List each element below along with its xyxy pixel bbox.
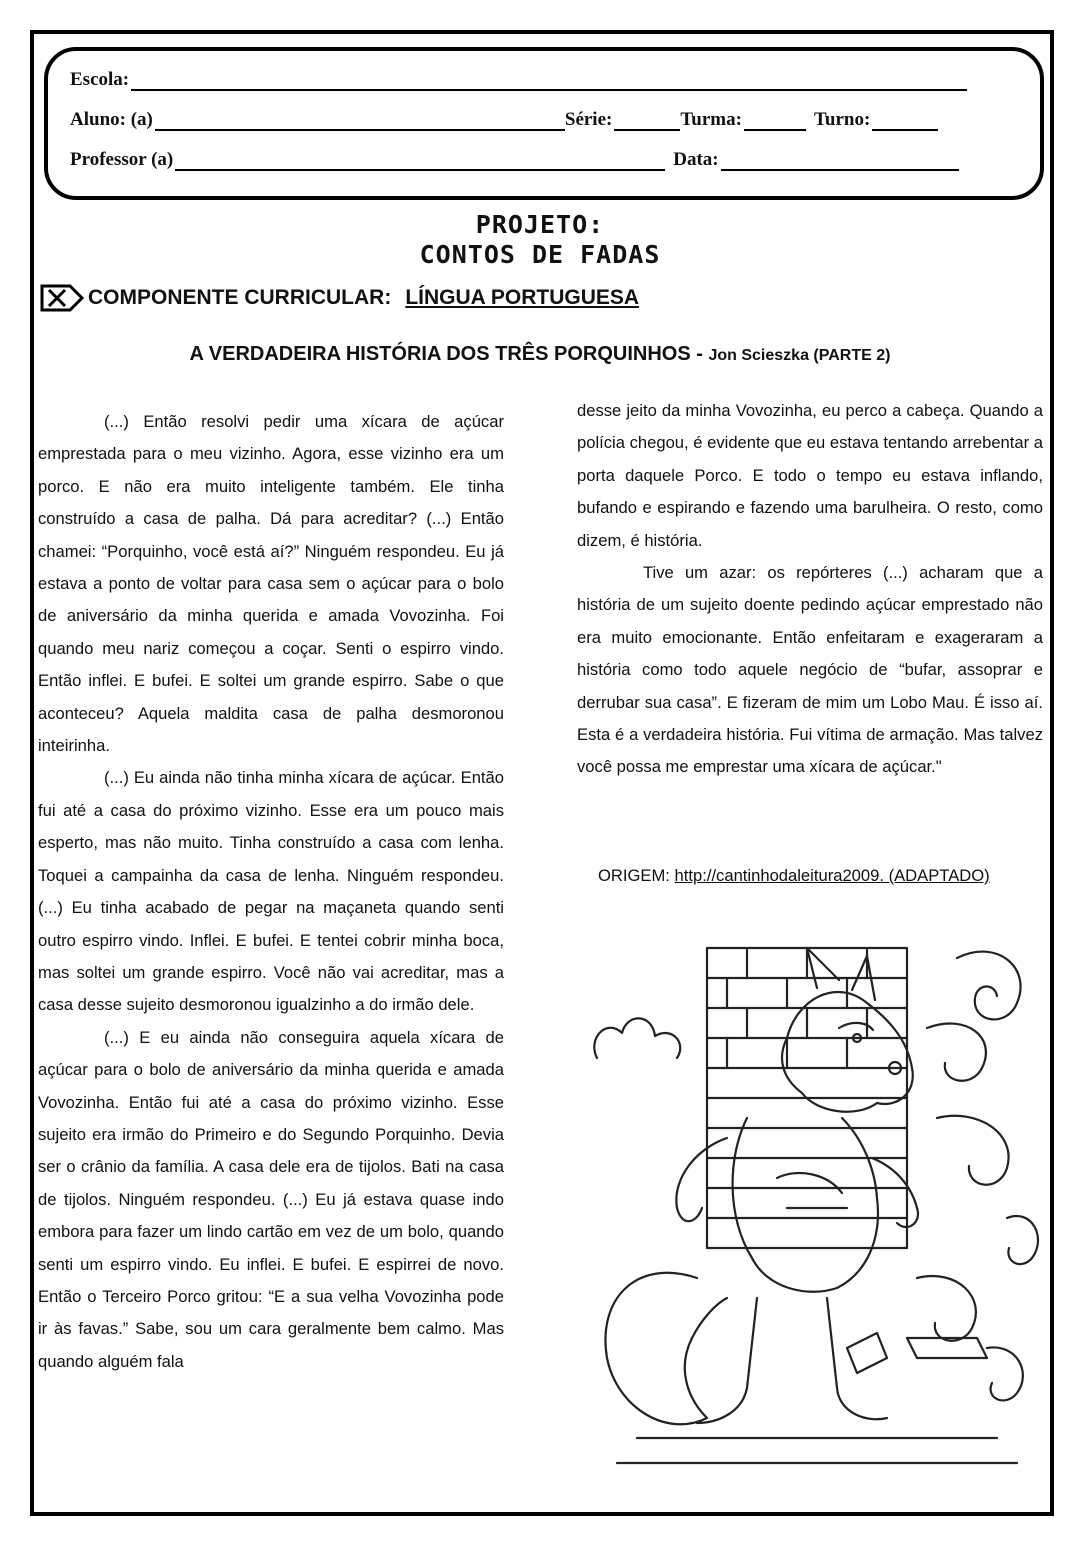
source-citation [598, 866, 990, 886]
paragraph: (...) E eu ainda não conseguira aquela xícara de açúcar para o bolo de aniversário da minha querida e amada Vovozinha. Então fui até a casa do próximo vizinho. Esse sujeito era irmão do Primeiro e do Segundo Porquinho. Devia ser o crânio da família. A casa dele era de tijolos. Bati na casa de tijolos. Ninguém respondeu. (...) Eu já estava quase indo embora para fazer um lindo cartão em vez de um bolo, quando senti um espirro vindo. Eu inflei. E bufei. E espirrei de novo. Então o Terceiro Porco gritou: “E a sua velha Vovozinha pode ir às favas.” Sabe, sou um cara geralmente bem calmo. Mas quando alguém fala [38, 1027, 504, 1371]
school-label: Escola: [70, 69, 130, 90]
paragraph: (...) Eu ainda não tinha minha xícara de açúcar. Então fui até a casa do próximo vizinho. Esse era um pouco mais esperto, mas não muito. Tinha construído a casa com lenha. Toquei a campainha da casa de lenha. Ninguém respondeu. (...) Eu tinha acabado de pegar na maçaneta quando senti outro espirro vindo. Inflei. E bufei. E tentei cobrir minha boca, mas soltei um grande espirro. Você não vai acreditar, mas a casa desse sujeito desmoronou igualzinho a do irmão dele. [38, 768, 504, 1015]
right-text-column [577, 395, 1043, 784]
component-subject: LÍNGUA PORTUGUESA [405, 286, 640, 309]
story-author: Jon Scieszka (PARTE 2) [708, 347, 891, 364]
class-field[interactable] [744, 111, 806, 131]
project-title-line2: CONTOS DE FADAS [419, 240, 661, 269]
paragraph: (...) Então resolvi pedir uma xícara de açúcar emprestada para o meu vizinho. Agora, esse vizinho era um porco. E não era muito inteligente também. Ele tinha construído a casa de palha. Dá para acreditar? (...) Então chamei: “Porquinho, você está aí?” Ninguém respondeu. Eu já estava a ponto de voltar para casa sem o açúcar para o bolo de aniversário da minha querida e amada Vovozinha. Foi quando meu nariz começou a coçar. Senti o espirro vindo. Então inflei. E bufei. E soltei um grande espirro. Sabe o que aconteceu? Aquela maldita casa de palha desmoronou inteirinha. [38, 412, 504, 756]
school-field[interactable] [131, 71, 967, 91]
student-info-header [44, 47, 1044, 200]
student-row [70, 109, 938, 131]
checkbox-checked-icon [40, 284, 84, 312]
wolf-blowing-house-illustration [577, 918, 1045, 1483]
paragraph: Tive um azar: os repórteres (...) acharam que a história de um sujeito doente pedindo açúcar emprestado não era muito emocionante. Então enfeitaram e exageraram a história como todo aquele negócio de “bufar, assoprar e derrubar sua casa”. E fizeram de mim um Lobo Mau. É isso aí. Esta é a verdadeira história. Fui vítima de armação. Mas talvez você possa me emprestar uma xícara de açúcar." [577, 563, 1043, 777]
grade-label: Série: [564, 109, 613, 130]
date-field[interactable] [721, 151, 959, 171]
date-label: Data: [673, 149, 719, 170]
school-row [70, 69, 967, 91]
teacher-row [70, 149, 959, 171]
shift-label: Turno: [813, 109, 871, 130]
source-label: ORIGEM: [598, 866, 670, 885]
grade-field[interactable] [614, 111, 680, 131]
shift-field[interactable] [872, 111, 938, 131]
component-label: COMPONENTE CURRICULAR: [88, 286, 392, 309]
paragraph: desse jeito da minha Vovozinha, eu perco a cabeça. Quando a polícia chegou, é evidente que eu estava tentando arrebentar a porta daquele Porco. E todo o tempo eu estava inflando, bufando e espirando e fazendo uma barulheira. O resto, como dizem, é história. [577, 401, 1043, 550]
teacher-field[interactable] [175, 151, 665, 171]
curricular-component [40, 284, 639, 312]
class-label: Turma: [680, 109, 742, 130]
left-text-column [38, 406, 504, 1378]
teacher-label: Professor (a) [70, 149, 174, 170]
story-title [0, 343, 1080, 366]
student-field[interactable] [155, 111, 565, 131]
project-title-line1: PROJETO: [475, 210, 605, 239]
source-link[interactable]: http://cantinhodaleitura2009. (ADAPTADO) [674, 866, 990, 885]
story-title-text: A VERDADEIRA HISTÓRIA DOS TRÊS PORQUINHOS - [189, 343, 703, 365]
student-label: Aluno: (a) [70, 109, 153, 130]
